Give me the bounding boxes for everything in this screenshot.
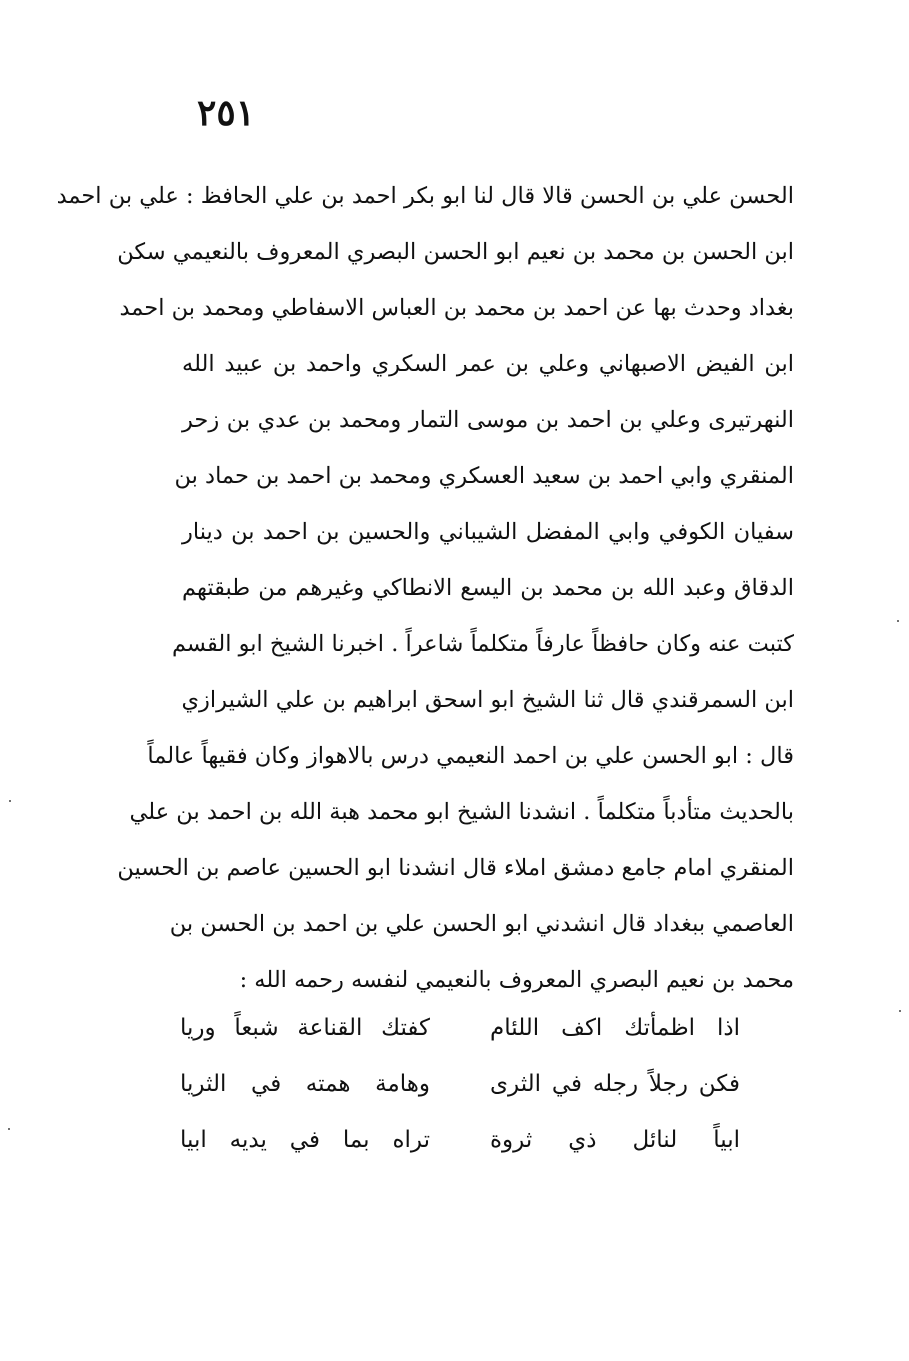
text-line: النهرتيرى وعلي بن احمد بن موسى التمار ومحمد بن عدي بن زحر — [182, 407, 794, 433]
text-line: الحسن علي بن الحسن قالا قال لنا ابو بكر احمد بن علي الحافظ : علي بن احمد — [56, 183, 794, 209]
poem-verse — [180, 1000, 740, 1056]
text-line: سفيان الكوفي وابي المفضل الشيباني والحسين بن احمد بن دينار — [182, 519, 794, 545]
scan-speck — [899, 1010, 901, 1012]
text-line: المنقري وابي احمد بن سعيد العسكري ومحمد بن احمد بن حماد بن — [174, 463, 794, 489]
body-text — [56, 168, 794, 1008]
verse-first-hemistich: ابياً لنائل ذي ثروة — [490, 1127, 740, 1153]
text-line: ابن السمرقندي قال ثنا الشيخ ابو اسحق ابراهيم بن علي الشيرازي — [181, 687, 794, 713]
text-line: كتبت عنه وكان حافظاً عارفاً متكلماً شاعراً . اخبرنا الشيخ ابو القسم — [171, 631, 794, 657]
verse-second-hemistich: تراه بما في يديه ابيا — [180, 1127, 430, 1153]
verse-second-hemistich: كفتك القناعة شبعاً وريا — [180, 1015, 430, 1041]
text-line: ابن الفيض الاصبهاني وعلي بن عمر السكري واحمد بن عبيد الله — [182, 351, 794, 377]
text-line: المنقري امام جامع دمشق املاء قال انشدنا ابو الحسين عاصم بن الحسين — [117, 855, 794, 881]
text-line: بغداد وحدث بها عن احمد بن محمد بن العباس الاسفاطي ومحمد بن احمد — [119, 295, 794, 321]
text-line: قال : ابو الحسن علي بن احمد النعيمي درس بالاهواز وكان فقيهاً عالماً — [147, 743, 794, 769]
text-line: الدقاق وعبد الله بن محمد بن اليسع الانطاكي وغيرهم من طبقتهم — [182, 575, 794, 601]
verse-first-hemistich: فكن رجلاً رجله في الثرى — [490, 1071, 740, 1097]
poem-verse — [180, 1056, 740, 1112]
poem-verse — [180, 1112, 740, 1168]
verse-second-hemistich: وهامة همته في الثريا — [180, 1071, 430, 1097]
text-line: محمد بن نعيم البصري المعروف بالنعيمي لنفسه رحمه الله : — [239, 967, 794, 993]
text-line: بالحديث متأدباً متكلماً . انشدنا الشيخ ابو محمد هبة الله بن احمد بن علي — [129, 799, 794, 825]
scan-speck — [8, 1128, 10, 1130]
scan-speck — [9, 800, 11, 802]
text-line: العاصمي ببغداد قال انشدني ابو الحسن علي بن احمد بن الحسن بن — [169, 911, 794, 937]
verse-first-hemistich: اذا اظمأتك اكف اللئام — [490, 1015, 740, 1041]
text-line: ابن الحسن بن محمد بن نعيم ابو الحسن البصري المعروف بالنعيمي سكن — [117, 239, 794, 265]
poem — [180, 1000, 740, 1168]
page-number: ٢٥١ — [196, 92, 255, 134]
scan-speck — [897, 620, 899, 622]
